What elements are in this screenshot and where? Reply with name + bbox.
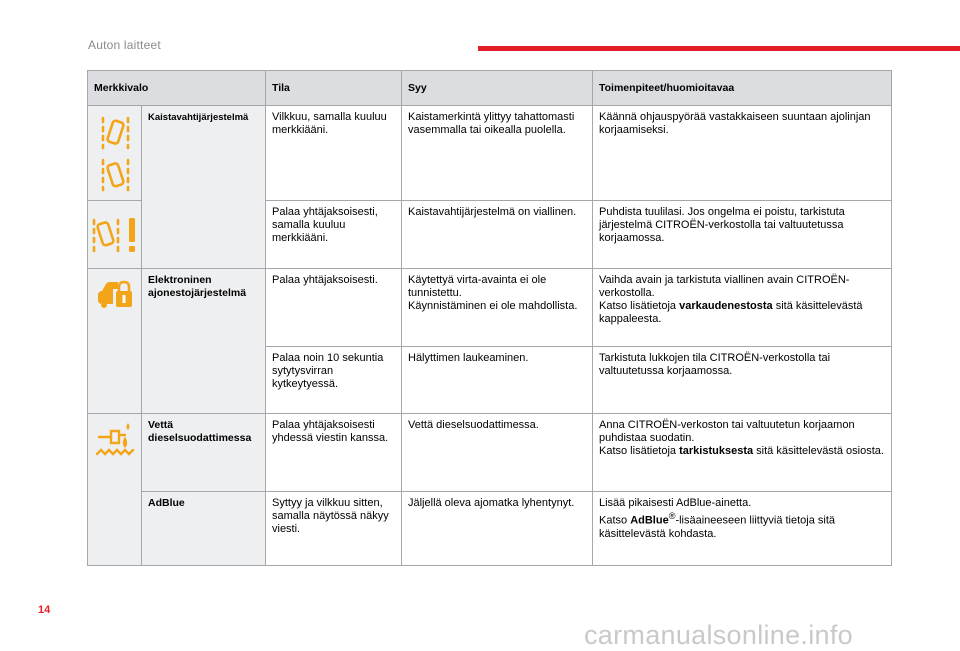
col-header-tila: Tila <box>266 71 402 106</box>
cell-toimenpiteet <box>593 414 892 492</box>
reference-adblue: AdBlue <box>630 514 669 527</box>
lane-departure-name-continued <box>142 201 266 269</box>
reference-tarkistus: tarkistuksesta <box>679 445 754 457</box>
cell-syy: Kaistavahtijärjestelmä on viallinen. <box>402 201 593 269</box>
immobiliser-name: Elektroninen ajonestojärjestelmä <box>142 269 266 347</box>
lane-departure-flashing-icon <box>95 114 135 192</box>
cell-toimenpiteet <box>593 269 892 347</box>
col-header-syy: Syy <box>402 71 593 106</box>
table-row <box>88 414 892 492</box>
col-header-merkkivalo: Merkkivalo <box>88 71 266 106</box>
table-row <box>88 492 892 566</box>
water-in-diesel-icon <box>95 421 135 459</box>
toimenpide-line <box>599 510 885 541</box>
immobiliser-icon-cell-continued <box>88 347 142 414</box>
table-row <box>88 347 892 414</box>
section-accent-bar <box>478 46 960 51</box>
text-run: sitä käsittelevästä kappaleesta. <box>599 300 863 325</box>
cell-tila: Vilkkuu, samalla kuuluu merkkiääni. <box>266 106 402 201</box>
text-run: -lisäaineeseen liittyviä tietoja sitä käsittelevästä kohdasta. <box>599 514 836 540</box>
cell-tila: Palaa noin 10 sekuntia sytytysvirran kytkeytyessä. <box>266 347 402 414</box>
text-run: Katso lisätietoja <box>599 445 680 457</box>
immobiliser-icon-cell <box>88 269 142 347</box>
cell-toimenpiteet: Tarkistuta lukkojen tila CITROËN-verkostolla tai valtuutetussa korjaamossa. <box>593 347 892 414</box>
lane-flash-icon-cell <box>88 106 142 201</box>
cell-toimenpiteet: Käännä ohjauspyörää vastakkaiseen suuntaan ajolinjan korjaamiseksi. <box>593 106 892 201</box>
section-title: Auton laitteet <box>88 38 161 52</box>
text-run: Katso <box>599 514 631 527</box>
lane-departure-fault-icon <box>89 215 141 255</box>
cell-syy <box>402 269 593 347</box>
warning-lights-table <box>87 70 892 566</box>
table-row <box>88 269 892 347</box>
cell-syy: Vettä dieselsuodattimessa. <box>402 414 593 492</box>
col-header-toimenpiteet: Toimenpiteet/huomioitavaa <box>593 71 892 106</box>
syy-line: Käytettyä virta-avainta ei ole tunnistettu. <box>408 274 547 299</box>
table-row <box>88 201 892 269</box>
reference-varkaudenesto: varkaudenestosta <box>679 300 773 312</box>
toimenpide-line: Lisää pikaisesti AdBlue-ainetta. <box>599 497 752 509</box>
text-run: sitä käsittelevästä osiosta. <box>753 445 884 457</box>
lane-departure-name: Kaistavahtijärjestelmä <box>142 106 266 201</box>
cell-tila: Palaa yhtäjaksoisesti, samalla kuuluu merkkiääni. <box>266 201 402 269</box>
toimenpide-line: Anna CITROËN-verkoston tai valtuutetun korjaamon puhdistaa suodatin. <box>599 419 855 444</box>
cell-tila: Syttyy ja vilkkuu sitten, samalla näytössä näkyy viesti. <box>266 492 402 566</box>
cell-syy: Hälyttimen laukeaminen. <box>402 347 593 414</box>
immobiliser-name-continued <box>142 347 266 414</box>
table-header-row <box>88 71 892 106</box>
table-row <box>88 106 892 201</box>
adblue-name: AdBlue <box>142 492 266 566</box>
cell-toimenpiteet <box>593 492 892 566</box>
cell-tila: Palaa yhtäjaksoisesti yhdessä viestin kanssa. <box>266 414 402 492</box>
immobiliser-icon <box>96 280 134 310</box>
toimenpide-line <box>599 445 885 458</box>
watermark: carmanualsonline.info <box>584 620 853 650</box>
cell-syy: Kaistamerkintä ylittyy tahattomasti vasemmalla tai oikealla puolella. <box>402 106 593 201</box>
cell-tila: Palaa yhtäjaksoisesti. <box>266 269 402 347</box>
lane-fault-icon-cell <box>88 201 142 269</box>
cell-toimenpiteet: Puhdista tuulilasi. Jos ongelma ei poistu, tarkistuta järjestelmä CITROËN-verkostolla tai valtuutetussa korjaamossa. <box>593 201 892 269</box>
toimenpide-line: Vaihda avain ja tarkistuta viallinen avain CITROËN-verkostolla. <box>599 274 850 299</box>
text-run: Katso lisätietoja <box>599 300 680 312</box>
registered-mark: ® <box>668 511 676 521</box>
water-icon-cell <box>88 414 142 492</box>
page-number: 14 <box>38 604 51 616</box>
water-icon-cell-continued <box>88 492 142 566</box>
cell-syy: Jäljellä oleva ajomatka lyhentynyt. <box>402 492 593 566</box>
water-in-diesel-name: Vettä dieselsuodattimessa <box>142 414 266 492</box>
syy-line: Käynnistäminen ei ole mahdollista. <box>408 300 578 312</box>
toimenpide-line <box>599 300 885 326</box>
